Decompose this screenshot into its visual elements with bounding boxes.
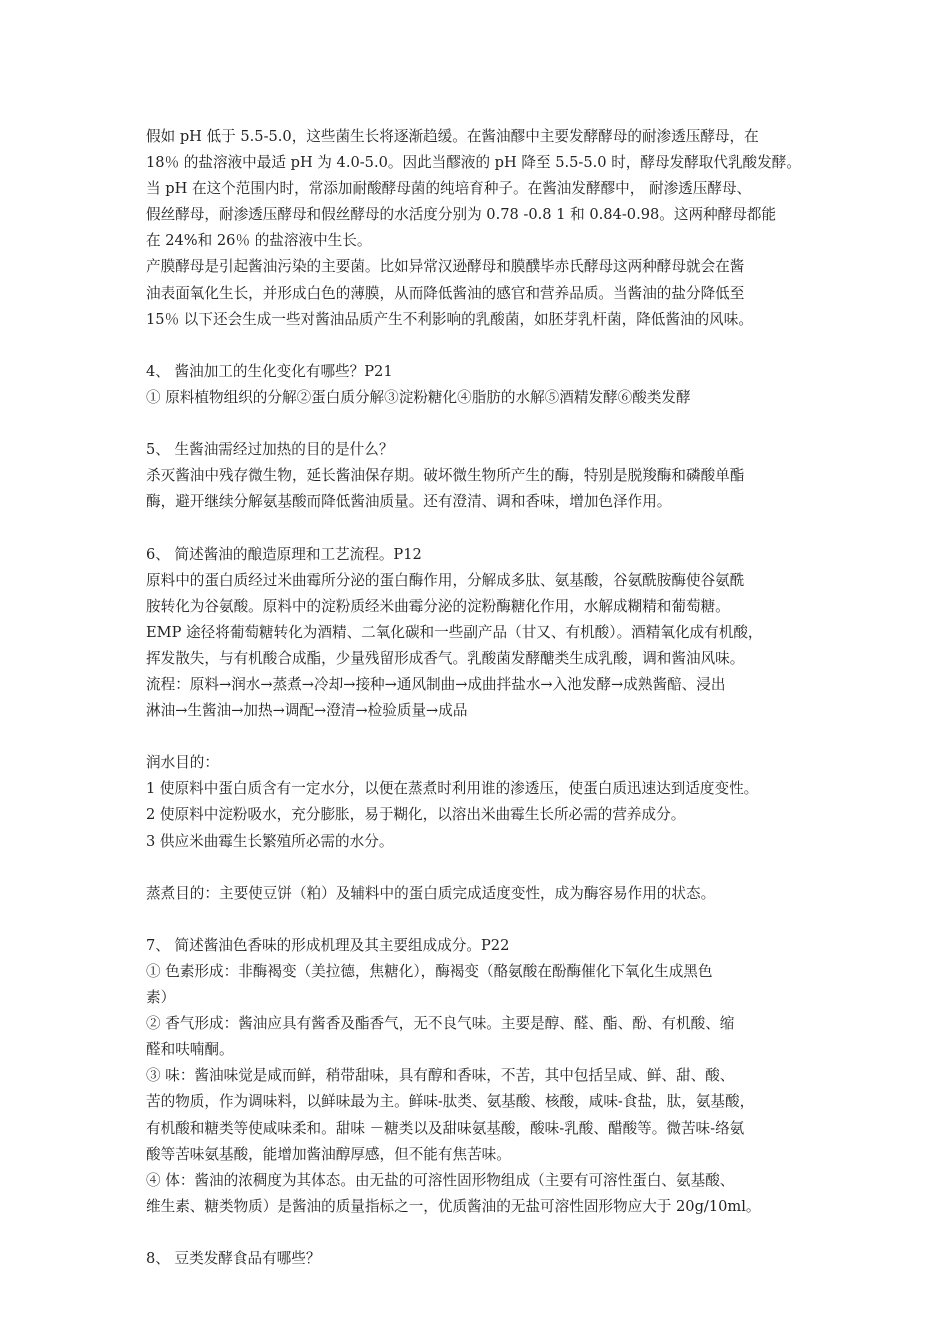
text-line: ③ 味：酱油味觉是咸而鲜，稍带甜味，具有醇和香味，不苦，其中包括呈咸、鲜、甜、酸、 — [146, 1067, 735, 1085]
text-line: 酸等苦味氨基酸，能增加酱油醇厚感，但不能有焦苦味。 — [146, 1145, 511, 1163]
text-line: 7、 简述酱油色香味的形成机理及其主要组成成分。P22 — [146, 936, 510, 954]
text-line: 当 pH 在这个范围内时，常添加耐酸酵母菌的纯培育种子。在酱油发酵醪中， 耐渗透压酵母、 — [146, 180, 752, 198]
text-line: 有机酸和糖类等使咸味柔和。甜味 －糖类以及甜味氨基酸，酸味-乳酸、醋酸等。微苦味-络氨 — [146, 1119, 745, 1137]
blank-line — [146, 515, 818, 541]
text-line: EMP 途径将葡萄糖转化为酒精、二氧化碳和一些副产品（甘又、有机酸）。酒精氧化成有机酸， — [146, 623, 763, 641]
text-line: 挥发散失，与有机酸合成酯，少量残留形成香气。乳酸菌发酵醣类生成乳酸，调和酱油风味。 — [146, 649, 745, 667]
text-line: 醛和呋喃酮。 — [146, 1041, 234, 1059]
text-line: 假如 pH 低于 5.5-5.0，这些菌生长将逐渐趋缓。在酱油醪中主要发酵酵母的耐渗透压酵母，在 — [146, 128, 759, 145]
blank-line — [146, 855, 818, 881]
text-line: ② 香气形成：酱油应具有酱香及酯香气，无不良气味。主要是醇、醛、酯、酚、有机酸、缩 — [146, 1015, 735, 1033]
text-line: 杀灭酱油中残存微生物，延长酱油保存期。破坏微生物所产生的酶，特别是脱羧酶和磷酸单酯 — [146, 467, 745, 485]
text-line: 流程：原料→润水→蒸煮→冷却→接种→通风制曲→成曲拌盐水→入池发酵→成熟酱醅、浸出 — [146, 675, 726, 693]
text-line: 素） — [146, 989, 176, 1007]
text-line: 胺转化为谷氨酸。原料中的淀粉质经米曲霉分泌的淀粉酶糖化作用，水解成糊精和葡萄糖。 — [146, 597, 730, 615]
text-line: 苦的物质，作为调味料，以鲜味最为主。鲜味-肽类、氨基酸、核酸，咸味-食盐，肽，氨基酸， — [146, 1093, 755, 1111]
text-line: ① 原料植物组织的分解②蛋白质分解③淀粉糖化④脂肪的水解⑤酒精发酵⑥酸类发酵 — [146, 388, 691, 406]
text-line: 酶，避开继续分解氨基酸而降低酱油质量。还有澄清、调和香味，增加色泽作用。 — [146, 493, 672, 511]
blank-line — [146, 333, 818, 359]
blank-line — [146, 907, 818, 933]
text-line: 5、 生酱油需经过加热的目的是什么？ — [146, 441, 394, 459]
blank-line — [146, 724, 818, 750]
blank-line — [146, 411, 818, 437]
text-line: 6、 简述酱油的酿造原理和工艺流程。P12 — [146, 545, 422, 563]
text-line: ① 色素形成：非酶褐变（美拉德，焦糖化），酶褐变（酪氨酸在酚酶催化下氧化生成黑色 — [146, 963, 713, 980]
text-line: 在 24%和 26％ 的盐溶液中生长。 — [146, 232, 372, 250]
text-line: 18％ 的盐溶液中最适 pH 为 4.0-5.0。因此当醪液的 pH 降至 5.5-5.0 时，酵母发酵取代乳酸发酵。 — [146, 154, 801, 172]
text-line: 15％ 以下还会生成一些对酱油品质产生不利影响的乳酸菌，如胚芽乳杆菌，降低酱油的风味。 — [146, 310, 753, 328]
blank-line — [146, 1220, 818, 1246]
text-line: 产膜酵母是引起酱油污染的主要菌。比如异常汉逊酵母和膜醭毕赤氏酵母这两种酵母就会在酱 — [146, 258, 745, 276]
text-line: 油表面氧化生长，并形成白色的薄膜，从而降低酱油的感官和营养品质。当酱油的盐分降低至 — [146, 284, 745, 302]
text-line: 润水目的： — [146, 754, 219, 772]
text-line: 维生素、糖类物质）是酱油的质量指标之一，优质酱油的无盐可溶性固形物应大于 20g/10ml。 — [146, 1197, 761, 1215]
document-body — [146, 124, 818, 1272]
text-line: 淋油→生酱油→加热→调配→澄清→检验质量→成品 — [146, 702, 468, 720]
text-line: 2 使原料中淀粉吸水，充分膨胀，易于糊化，以溶出米曲霉生长所必需的营养成分。 — [146, 806, 686, 824]
text-line: 3 供应米曲霉生长繁殖所必需的水分。 — [146, 832, 394, 850]
text-line: 1 使原料中蛋白质含有一定水分，以便在蒸煮时利用谁的渗透压，使蛋白质迅速达到适度变性。 — [146, 780, 759, 798]
text-line: 8、 豆类发酵食品有哪些？ — [146, 1250, 321, 1268]
text-line: 4、 酱油加工的生化变化有哪些？P21 — [146, 362, 393, 380]
text-line: ④ 体：酱油的浓稠度为其体态。由无盐的可溶性固形物组成（主要有可溶性蛋白、氨基酸、 — [146, 1171, 735, 1189]
text-line: 蒸煮目的：主要使豆饼（粕）及辅料中的蛋白质完成适度变性，成为酶容易作用的状态。 — [146, 884, 716, 902]
text-line: 假丝酵母，耐渗透压酵母和假丝酵母的水活度分别为 0.78 -0.8 1 和 0.84-0.98。这两种酵母都能 — [146, 206, 777, 224]
text-line: 原料中的蛋白质经过米曲霉所分泌的蛋白酶作用，分解成多肽、氨基酸，谷氨酰胺酶使谷氨酰 — [146, 571, 745, 589]
